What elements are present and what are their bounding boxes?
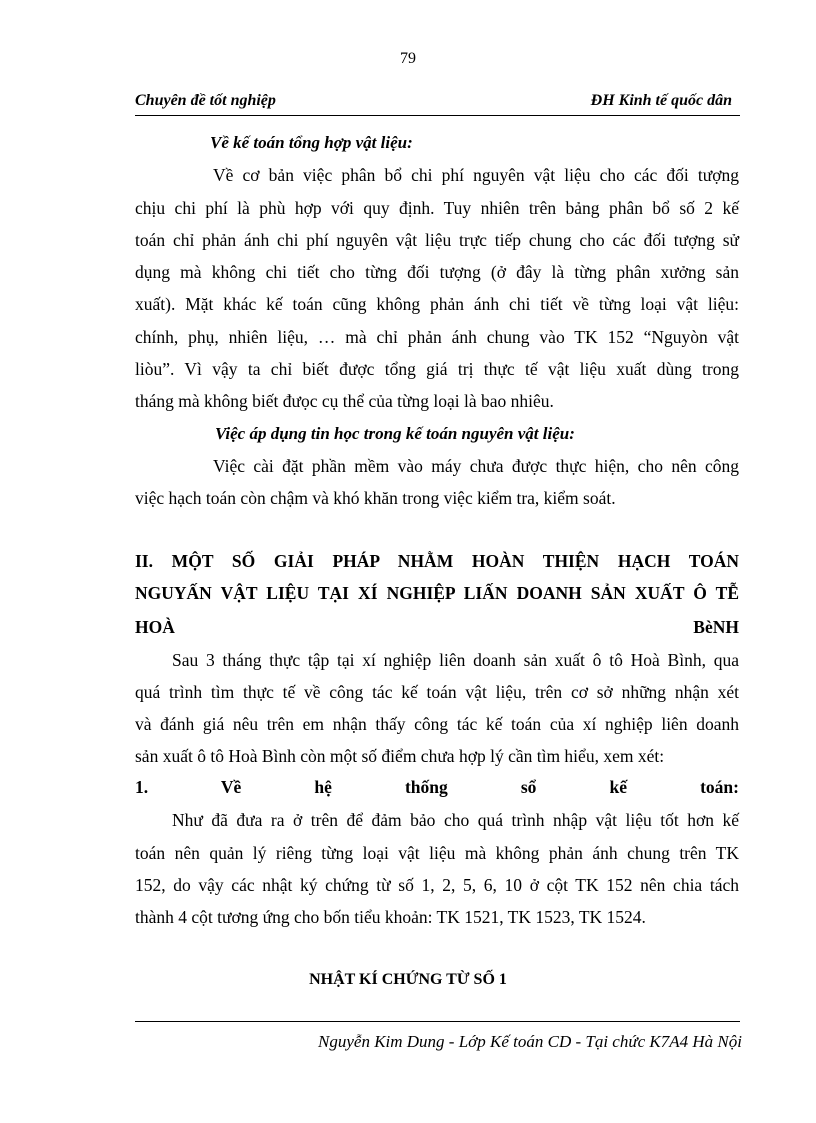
- paragraph-line: chịu chi phí là phù hợp với quy định. Tuy nhiên trên bảng phân bổ số 2 kế: [135, 198, 739, 218]
- subheading-it-application: Việc áp dụng tin học trong kế toán nguyên vật liệu:: [215, 424, 575, 443]
- paragraph-line: Như đã đưa ra ở trên để đảm bảo cho quá trình nhập vật liệu tốt hơn kế: [172, 810, 739, 830]
- paragraph-line: Sau 3 tháng thực tập tại xí nghiệp liên doanh sản xuất ô tô Hoà Bình, qua: [172, 650, 739, 670]
- section-heading-line: HOÀ BèNH: [135, 617, 739, 637]
- paragraph-line: Việc cài đặt phần mềm vào máy chưa được thực hiện, cho nên công: [213, 456, 739, 476]
- paragraph-line: sản xuất ô tô Hoà Bình còn một số điểm chưa hợp lý cần tìm hiểu, xem xét:: [135, 746, 665, 766]
- page-number: 79: [400, 50, 416, 67]
- paragraph-line: 152, do vậy các nhật ký chứng từ số 1, 2, 5, 6, 10 ở cột TK 152 nên chia tách: [135, 875, 739, 895]
- section-heading-line: NGUYẤN VẬT LIỆU TẠI XÍ NGHIỆP LIẤN DOANH SẢN XUẤT Ô TỄ: [135, 583, 739, 603]
- header-right: ĐH Kinh tế quốc dân: [590, 92, 732, 109]
- paragraph-line: xuất). Mặt khác kế toán cũng không phản ánh chi tiết về từng loại vật liệu:: [135, 294, 739, 314]
- header-rule: [135, 115, 740, 116]
- paragraph-line: chính, phụ, nhiên liệu, … mà chỉ phản ánh chung vào TK 152 “Nguyòn vật: [135, 327, 739, 347]
- paragraph-line: quá trình tìm thực tế về công tác kế toán vật liệu, trên cơ sở những nhận xét: [135, 682, 739, 702]
- section-heading-line: II. MỘT SỐ GIẢI PHÁP NHẰM HOÀN THIỆN HẠCH TOÁN: [135, 551, 739, 571]
- paragraph-line: thành 4 cột tương ứng cho bốn tiểu khoản: TK 1521, TK 1523, TK 1524.: [135, 907, 646, 927]
- footer-author: Nguyễn Kim Dung - Lớp Kế toán CD - Tại chức K7A4 Hà Nội: [318, 1032, 742, 1051]
- header-left: Chuyên đề tốt nghiệp: [135, 92, 276, 109]
- journal-title: NHẬT KÍ CHỨNG TỪ SỐ 1: [309, 971, 507, 988]
- paragraph-line: toán nên quản lý riêng từng loại vật liệu mà không phản ánh chung trên TK: [135, 843, 739, 863]
- paragraph-line: tháng mà không biết đưọc cụ thể của từng loại là bao nhiêu.: [135, 391, 554, 411]
- item-heading-accounting-books: 1. Về hệ thống sổ kế toán:: [135, 777, 739, 797]
- paragraph-line: và đánh giá nêu trên em nhận thấy công tác kế toán của xí nghiệp liên doanh: [135, 714, 739, 734]
- subheading-general-accounting: Về kế toán tổng hợp vật liệu:: [210, 133, 413, 152]
- paragraph-line: việc hạch toán còn chậm và khó khăn trong việc kiểm tra, kiểm soát.: [135, 488, 616, 508]
- paragraph-line: dụng mà không chi tiết cho từng đối tượng (ở đây là từng phân xưởng sản: [135, 262, 739, 282]
- footer-rule: [135, 1021, 740, 1022]
- paragraph-line: liòu”. Vì vậy ta chỉ biết được tổng giá trị thực tế vật liệu xuất dùng trong: [135, 359, 739, 379]
- paragraph-line: Về cơ bản việc phân bổ chi phí nguyên vật liệu cho các đối tượng: [213, 165, 739, 185]
- paragraph-line: toán chỉ phản ánh chi phí nguyên vật liệu trực tiếp chung cho các đối tượng sử: [135, 230, 739, 250]
